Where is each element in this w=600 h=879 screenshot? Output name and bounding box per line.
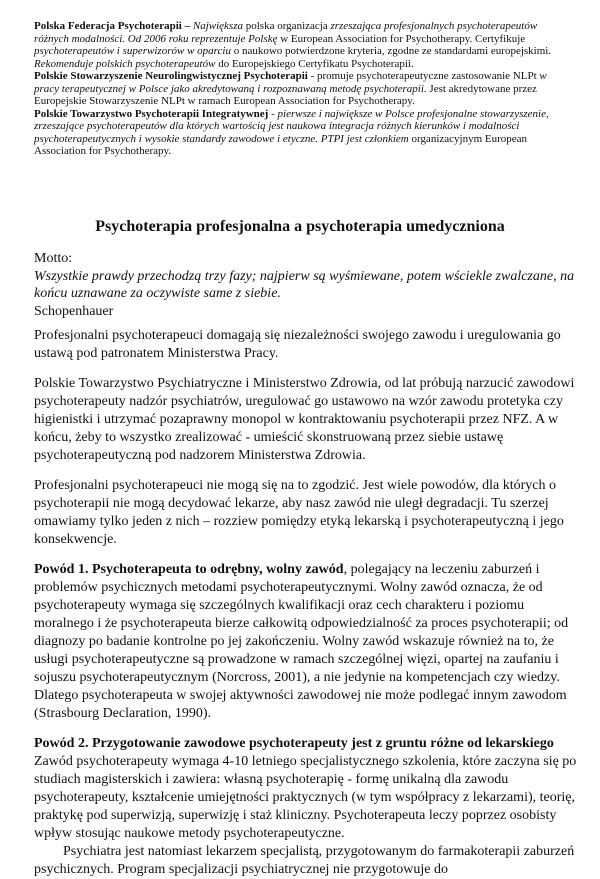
org-entry-pfp: [34, 20, 574, 70]
body-paragraph: [34, 477, 579, 549]
paragraph-text: Polskie Towarzystwo Psychiatryczne i Ministerstwo Zdrowia, od lat próbują narzucić zawodowi psychoterapeuty nadzór psychiatrów, uregulować go ustawowo na wzór zawodu protetyka czy higienistki i utrzymać pozaprawny monopol w kontraktowaniu psychoterapii przez NFZ. A w końcu, żeby to wszystko zrealizować - umieścić skonstruowaną przez siebie ustawę psychoterapeutyczną pod nadzorem Ministerstwa Zdrowia.: [34, 376, 575, 463]
org-text-segment: psychoterapeutów i superwizorów w oparciu: [34, 45, 231, 57]
body-paragraph: [34, 375, 579, 465]
paragraph-text: Psychiatra jest natomiast lekarzem specjalistą, przygotowanym do farmakoterapii zaburzeń psychicznych. Program specjalizacji psychiatrycznej nie przygotowuje do: [34, 844, 575, 877]
org-text-segment: Największa: [192, 20, 243, 32]
article-body: [34, 327, 579, 879]
paragraph-text: Profesjonalni psychoterapeuci domagają się niezależności swojego zawodu i uregulowania go ustawą pod patronatem Ministerstwa Pracy.: [34, 328, 561, 361]
org-text-segment: polska organizacja: [243, 20, 331, 32]
org-text-segment: do Europejskiego Certyfikatu Psychoterapii.: [215, 57, 414, 70]
org-entry-ptpi: [34, 108, 574, 158]
org-name: Polskie Stowarzyszenie Neurolingwistycznej Psychoterapii: [34, 70, 308, 82]
org-name: Polskie Towarzystwo Psychoterapii Integratywnej: [34, 107, 269, 120]
org-entry-psnp: [34, 70, 574, 108]
body-paragraph: [34, 843, 579, 879]
article-title: Psychoterapia profesjonalna a psychoterapia umedyczniona: [95, 218, 505, 235]
org-text-segment: . Jest akredytowane przez Europejskie Stowarzyszenie NLPt w ramach European Association for Psychotherapy.: [34, 82, 537, 107]
org-text-segment: o naukowo potwierdzone kryteria, zgodne ze standardami europejskimi.: [230, 45, 552, 57]
motto-quote: Wszystkie prawdy przechodzą trzy fazy; najpierw są wyśmiewane, potem wściekle zwalczane, na końcu uznawane za oczywiste same z siebie.: [34, 268, 575, 301]
body-paragraph-reason-1: [34, 561, 579, 723]
organizations-section: [34, 20, 574, 158]
org-text-segment: - promuje psychoterapeutyczne zastosowanie NLPt: [307, 70, 540, 82]
body-paragraph: [34, 327, 579, 363]
org-text-segment: organizacyjnym European Association for Psychotherapy.: [34, 132, 528, 157]
paragraph-text: Profesjonalni psychoterapeuci nie mogą się na to zgodzić. Jest wiele powodów, dla których o psychoterapii nie mogą decydować lekarze, aby nasz zawód nie uległ degradacji. Tu szerzej omawiamy tylko jeden z nich – rozziew pomiędzy etyką lekarską i psychoterapeutyczną i jego konsekwencje.: [34, 478, 564, 547]
paragraph-text: , polegający na leczeniu zaburzeń i problemów psychicznych metodami psychoterapeutycznymi. Wolny zawód oznacza, że od psychoterapeuty wymaga się szczególnych kwalifikacji oraz cech charakteru i poziomu moralnego i że psychoterapeuta bierze całkowitą odpowiedzialność za proces psychoterapii; od diagnozy po badanie kontrolne po jej zakończeniu. Wolny zawód wskazuje również na to, że usługi psychoterapeutyczne są prowadzone w ramach szczególnej więzi, opartej na zaufaniu i sojuszu psychoterapeutycznym (Norcross, 2001), a nie jedynie na kompetencjach czy wiedzy. Dlatego psychoterapeuta w swojej aktywności zawodowej nie może podlegać innym zawodom (Strasbourg Declaration, 1990).: [34, 562, 569, 721]
paragraph-text: Zawód psychoterapeuty wymaga 4-10 letniego specjalistycznego szkolenia, które zaczyna się po studiach magisterskich i zawiera: własną psychoterapię - formę unikalną dla zawodu psychoterapeuty, kształcenie umiejętności praktycznych (w tym współpracy z lekarzami), teorię, praktykę pod superwizją, superwizję i staż kliniczny. Psychoterapeuta leczy poprzez osobisty wpływ stosując naukowe metody psychoterapeutyczne.: [34, 754, 577, 841]
org-text-segment: -: [268, 107, 278, 120]
org-text-segment: w pracy terapeutycznej w Polsce jako akredytowaną i rozpoznawaną metodę psychoterapii: [34, 70, 547, 95]
motto-label: Motto:: [34, 251, 73, 266]
org-text-segment: Rekomenduje polskich psychoterapeutów: [34, 57, 216, 70]
org-name: Polska Federacja Psychoterapii –: [34, 20, 191, 32]
paragraph-lead: Powód 2. Przygotowanie zawodowe psychoterapeuty jest z gruntu różne od lekarskiego: [34, 736, 554, 751]
body-paragraph-reason-2: [34, 735, 579, 843]
org-text-segment: pierwsze i największe w Polsce profesjonalne stowarzyszenie, zrzeszające psychoterapeutów dla których wartością jest naukowa integracja różnych kierunków i modalności psychoterapeutycznych i wysokie standardy zawodowe i etyczne. PTPI jest członkiem: [34, 107, 549, 145]
org-text-segment: zrzeszająca profesjonalnych psychoterapeutów różnych modalności. Od 2006 roku reprezentuje Polskę: [34, 20, 538, 45]
paragraph-lead: Powód 1. Psychoterapeuta to odrębny, wolny zawód: [34, 562, 344, 577]
org-text-segment: w European Association for Psychotherapy. Certyfikuje: [277, 32, 526, 45]
motto-author: Schopenhauer: [34, 303, 114, 319]
motto-block: [34, 250, 579, 320]
